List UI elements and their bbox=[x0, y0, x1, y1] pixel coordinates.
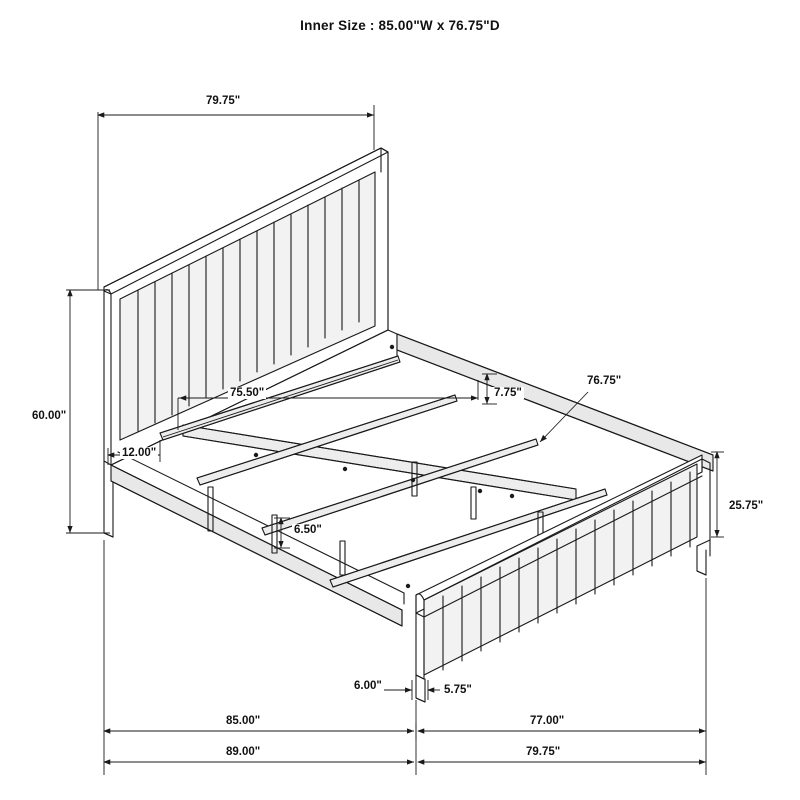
dim-label-headboard-height: 60.00" bbox=[32, 410, 67, 422]
dim-label-overall-depth: 79.75" bbox=[526, 746, 561, 758]
dim-label-headboard-width-top: 79.75" bbox=[206, 95, 241, 107]
dim-label-footboard-side-depth: 77.00" bbox=[530, 715, 565, 727]
dim-label-inner-depth: 76.75" bbox=[587, 375, 622, 387]
dim-label-slat-span-width: 75.50" bbox=[230, 387, 265, 399]
dim-label-footboard-leg-offset: 5.75" bbox=[444, 684, 472, 696]
dim-label-inner-width: 85.00" bbox=[226, 715, 261, 727]
dim-label-slat-support-height: 6.50" bbox=[294, 524, 322, 536]
dim-label-footboard-height: 25.75" bbox=[729, 500, 764, 512]
dim-label-rail-height: 7.75" bbox=[494, 387, 522, 399]
dim-label-overall-length: 89.00" bbox=[226, 746, 261, 758]
page-title: Inner Size : 85.00"W x 76.75"D bbox=[300, 18, 500, 33]
dim-label-leg-clearance: 6.00" bbox=[354, 680, 382, 692]
dim-label-headboard-leg-offset: 12.00" bbox=[122, 447, 157, 459]
